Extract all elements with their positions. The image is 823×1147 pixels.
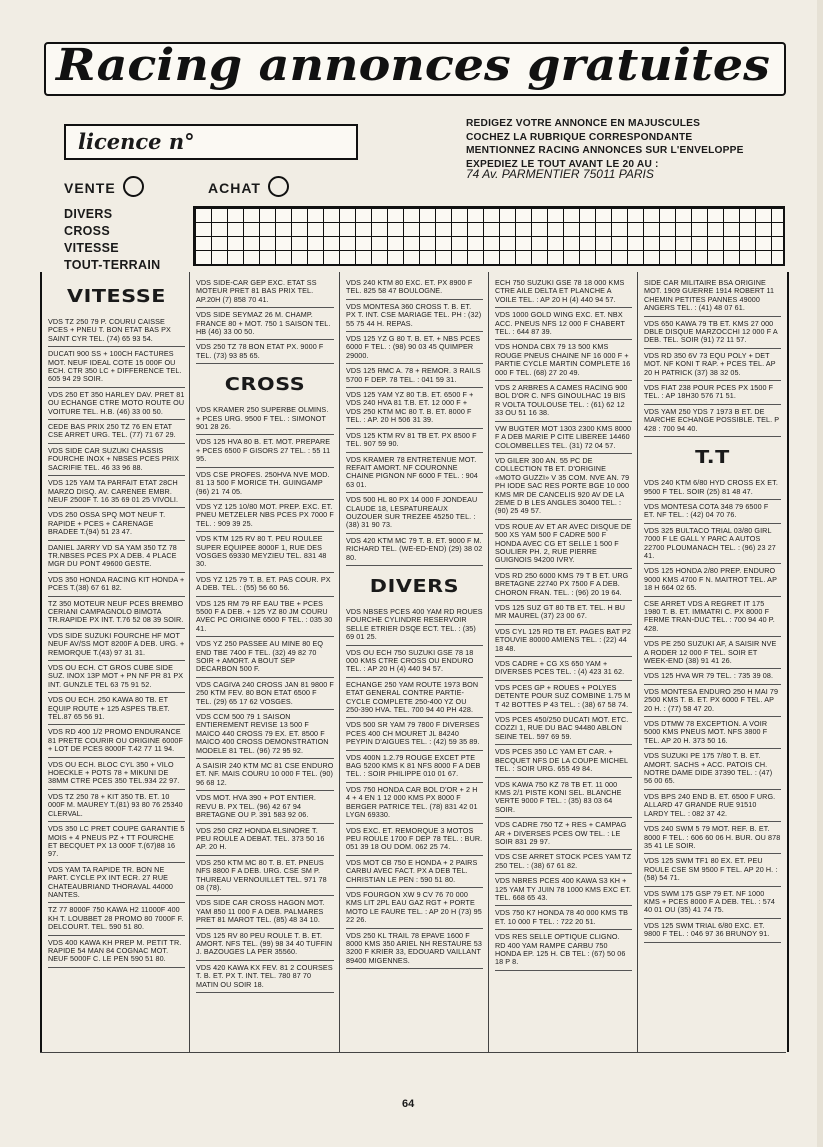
classified-ad: VDS YAM 250 YDS 7 1973 B ET. DE MARCHE ECHANGE POSSIBLE. TEL. P 428 : 700 94 40. bbox=[644, 405, 781, 437]
classified-ad: VDS PCES 350 LC YAM ET CAR. + BECQUET NFS DE LA COUPE MICHEL TEL. : SOIR URG. 655 49 84. bbox=[495, 745, 632, 777]
classified-ad: VDS 400 KAWA KH PREP M. PETIT TR. RAPIDE 54 MAN 84 COGNAC MOT. NEUF 5000F C. LE PEN 590 51 80. bbox=[48, 936, 185, 968]
classified-ad: VDS MONTESA COTA 348 79 6500 F ET. NF TEL. : (42) 04 70 76. bbox=[644, 500, 781, 524]
section-heading: DIVERS bbox=[369, 575, 460, 597]
classified-ad: VDS EXC. ET. REMORQUE 3 MOTOS PEU ROULE 1700 F DEP 78 TEL. : BUR. 051 39 18 OU DOM. 062 25 74. bbox=[346, 824, 483, 856]
classified-ad: CSE ARRET VDS A REGRET IT 175 1980 T. B. ET. IMMATRI C. PX 8000 F FERME TRAN-DUC TEL. : 700 94 40 P. 428. bbox=[644, 597, 781, 638]
classified-ad: VDS 420 KAWA KX FEV. 81 2 COURSES T. B. ET. PX T. INT. TEL. 780 87 70 MATIN OU SOIR 18. bbox=[196, 961, 334, 993]
classified-ad: DUCATI 900 SS + 100CH FACTURES MOT. NEUF IDEAL COTE 15 000F OU ECH. CTR 350 LC + DIFFERENCE TEL. 605 94 29 SOIR. bbox=[48, 347, 185, 388]
classified-ad: VDS 125 SUZ GT 80 TB ET. TEL. H BU MR MAUREL (37) 23 00 67. bbox=[495, 601, 632, 625]
classified-ad: VDS NBSES PCES 400 YAM RD ROUES FOURCHE CYLINDRE RESERVOIR SELLE ETRIER DSQE ECT. TEL. : (35) 69 01 25. bbox=[346, 605, 483, 646]
classified-ad: VDS CSE PROFES. 250HVA NVE MOD. 81 13 500 F MORICE TH. GUINGAMP (96) 21 74 05. bbox=[196, 468, 334, 500]
classified-ad: VDS BPS 240 END B. ET. 6500 F URG. ALLARD 47 GRANDE RUE 91510 LARDY TEL. : 082 37 42. bbox=[644, 790, 781, 822]
classified-ad: TZ 77 8000F 750 KAWA H2 11000F 400 KH T. LOUBBET 28 PROMO 80 7000F F. DELCOURT. TEL. 590 51 80. bbox=[48, 903, 185, 935]
classified-ad: VDS 125 HVA 80 B. ET. MOT. PREPARE + PCES 6500 F GISORS 27 TEL. : 55 11 95. bbox=[196, 435, 334, 467]
classified-ad: VDS RD 250 6000 KMS 79 T B ET. URG BRETAGNE 22740 PX 7500 F A DEB. CHORON FRAN. TEL. : (96) 20 19 64. bbox=[495, 569, 632, 601]
ads-columns bbox=[40, 272, 786, 1052]
classified-ad: VDS 250 CRZ HONDA ELSINORE T. PEU ROULE A DEBAT. TEL. 373 50 16 AP. 20 H. bbox=[196, 824, 334, 856]
classified-ad: VDS 240 KTM 80 EXC. ET. PX 8900 F TEL. 825 58 47 BOULOGNE. bbox=[346, 276, 483, 300]
classified-ad: VDS NBRES PCES 400 KAWA S3 KH + 125 YAM TY JUIN 78 1000 KMS EXC ET. TEL. 668 65 43. bbox=[495, 874, 632, 906]
classified-ad: VDS 250 ET 350 HARLEY DAV. PRET 81 OU ECHANGE CTRE MOTO ROUTE OU VOITURE TEL. H.B. (46) 33 00 50. bbox=[48, 388, 185, 420]
classified-ad: VDS FOURGON XW 9 CV 76 70 000 KMS LIT 2PL EAU GAZ RGT + PORTE MOTO LE FAURE TEL. : AP 20 H (73) 95 22 26. bbox=[346, 888, 483, 929]
instruction-line: MENTIONNEZ RACING ANNONCES SUR L'ENVELOPPE bbox=[466, 145, 744, 156]
classified-ad: VDS 2 ARBRES A CAMES RACING 900 BOL D'OR C. NFS GINOULHAC 19 BIS R VOLTA TOULOUSE TEL. : (61) 62 12 33 OU 51 16 38. bbox=[495, 381, 632, 422]
classified-ad: VDS 250 TZ 78 BON ETAT PX. 9000 F TEL. (73) 93 85 65. bbox=[196, 340, 334, 364]
classified-ad: VDS PCES GP + ROUES + POLYES DETENTE POUR SUZ COMBINE 1.75 M T 42 BOTTES P 43 TEL. : (38) 67 58 74. bbox=[495, 681, 632, 713]
classified-ad: VDS 325 BULTACO TRIAL 03/80 GIRL 7000 F LE GALL Y PARC A AUTOS 22700 PLOUMANACH TEL. : (96) 23 27 41. bbox=[644, 524, 781, 565]
classified-ad: VDS TZ 250 79 P. COURU CAISSE PCES + PNEU T. BON ETAT BAS PX SAINT CYR TEL. (74) 65 93 54. bbox=[48, 315, 185, 347]
classified-ad: VDS 125 RV 80 PEU ROULE T. B. ET. AMORT. NFS TEL. (99) 98 34 40 TUFFIN J. BAZOUGES LA PER 35560. bbox=[196, 929, 334, 961]
ads-column-1 bbox=[40, 272, 191, 1052]
mailing-address: 74 Av. PARMENTIER 75011 PARIS bbox=[466, 167, 654, 181]
instructions bbox=[466, 117, 786, 171]
classified-ad: VDS 250 OSSA SPQ MOT NEUF T. RAPIDE + PCES + CARENAGE BRADEE T.(94) 51 23 47. bbox=[48, 508, 185, 540]
ads-column-3 bbox=[339, 272, 489, 1052]
classified-ad: VDS RES SELLE OPTIQUE CLIGNO. RD 400 YAM RAMPE CARBU 750 HONDA EP. 125 H. CB TEL : (67) 50 06 18 P 8. bbox=[495, 930, 632, 971]
achat-option[interactable] bbox=[208, 176, 289, 197]
classified-ad: VDS 125 YAM TA PARFAIT ETAT 28CH MARZO DISQ. AV. CARENEE EMBR. NEUF 2500F T. 16 35 69 01 25 VIVOLI. bbox=[48, 476, 185, 508]
instruction-line: REDIGEZ VOTRE ANNONCE EN MAJUSCULES bbox=[466, 118, 701, 129]
classified-ad: VDS 500 HL 80 PX 14 000 F JONDEAU CLAUDE 18, LESPATUREAUX OUZOUER SUR TREZEE 45250 TEL. : (38) 31 90 73. bbox=[346, 493, 483, 534]
classified-ad: VDS YZ 125 10/80 MOT. PREP. EXC. ET. PNEU METZELER NBS PCES PX 7000 F TEL. : 909 39 25. bbox=[196, 500, 334, 532]
classified-ad: TZ 350 MOTEUR NEUF PCES BREMBO CERIANI CAMPAGNOLO BIMOTA TR.RAPIDE PX INT. T.76 52 08 39 SOIR. bbox=[48, 597, 185, 629]
classified-ad: VDS OU ECH. CT GROS CUBE SIDE SUZ. INOX 13P MOT + PN NF PR 81 PX INT. GUNZLE TEL 63 75 91 52. bbox=[48, 661, 185, 693]
page-edge bbox=[817, 0, 823, 1147]
page-number: 64 bbox=[402, 1098, 415, 1110]
ads-column-4 bbox=[488, 272, 638, 1052]
title-banner bbox=[44, 42, 786, 96]
classified-ad: VDS MONTESA ENDURO 250 H MAI 79 2500 KMS T. B. ET. PX 6000 F TEL. AP 20 H. : (77) 58 47 20. bbox=[644, 685, 781, 717]
divider bbox=[40, 1052, 786, 1053]
classified-ad: VD GILER 300 AN. 55 PC DE COLLECTION TB ET. D'ORIGINE «MOTO GUZZI» V 35 COM. NVE AN. 79 PH IODE SAC RES PORTE BGE 10 000 KMS MR DE CANCELIS 920 AV DE LA 2EME D B LES ANGLES 30400 TEL. : (90) 25 49 57. bbox=[495, 454, 632, 520]
category-list bbox=[64, 206, 160, 274]
category-vitesse[interactable]: VITESSE bbox=[64, 241, 119, 255]
classified-ad: A SAISIR 240 KTM MC 81 CSE ENDURO ET. NF. MAIS COURU 10 000 F TEL. (90) 96 68 12. bbox=[196, 759, 334, 791]
classified-ad: VDS YZ 125 79 T. B. ET. PAS COUR. PX A DEB. TEL. : (55) 56 60 56. bbox=[196, 573, 334, 597]
classified-ad: VDS SIDE SEYMAZ 26 M. CHAMP. FRANCE 80 + MOT. 750 1 SAISON TEL. HB (46) 33 00 50. bbox=[196, 308, 334, 340]
classified-ad: VDS KRAMER 78 ENTRETENUE MOT. REFAIT AMORT. NF COURONNE CHAINE PIGNON NF 6000 F TEL. : 904 63 01. bbox=[346, 453, 483, 494]
classified-ad: CEDE BAS PRIX 250 TZ 76 EN ETAT CSE ARRET URG. TEL. (77) 71 67 29. bbox=[48, 420, 185, 444]
category-tout-terrain[interactable]: TOUT-TERRAIN bbox=[64, 258, 161, 272]
classified-ad: VDS 125 HONDA 2/80 PREP. ENDURO 9000 KMS 4700 F N. MAITROT TEL. AP 18 H 664 02 65. bbox=[644, 564, 781, 596]
classified-ad: VDS YZ 250 PASSEE AU MINE 80 EQ END TBE 7400 F TEL. (32) 49 82 70 SOIR + AMORT. A BOUT SEP DECARBON 500 F. bbox=[196, 637, 334, 678]
classified-ad: VDS HONDA CBX 79 13 500 KMS ROUGE PNEUS CHAINE NF 16 000 F + PARTIE CYCLE MARTIN COMPLETE 16 000 F TEL. (68) 27 20 49. bbox=[495, 340, 632, 381]
ad-text-grid[interactable] bbox=[193, 206, 785, 266]
classified-ad: VDS 250 KTM MC 80 T. B. ET. PNEUS NFS 8800 F A DEB. URG. CSE SM P. THUREAU VERNOUILLET TEL. 971 78 08 (78). bbox=[196, 856, 334, 897]
classified-ad: VDS SIDE CAR CROSS HAGON MOT. YAM 850 11 000 F A DEB. PALMARES PRET 81 MAROT TEL. (85) 48 34 10. bbox=[196, 896, 334, 928]
classified-ad: VDS 750 HONDA CAR BOL D'OR + 2 H 4 + 4 EN 1 12 000 KMS PX 8000 F BERGER PATRICE TEL. (78) 831 42 01 LYGN 69330. bbox=[346, 783, 483, 824]
achat-label: ACHAT bbox=[208, 180, 261, 196]
classified-ad: VDS 1000 GOLD WING EXC. ET. NBX ACC. PNEUS NFS 12 000 F CHABERT TEL. : 644 87 39. bbox=[495, 308, 632, 340]
category-cross[interactable]: CROSS bbox=[64, 224, 110, 238]
classified-ad: ECH 750 SUZUKI GSE 78 18 000 KMS CTRE AILE DELTA ET PLANCHE A VOILE TEL. : AP 20 H (4) 440 94 57. bbox=[495, 276, 632, 308]
classified-ad: VDS RD 350 6V 73 EQU POLY + DET MOT. NF KONI T RAP. + PCES TEL. AP 20 H PATRICK (37) 38 32 05. bbox=[644, 349, 781, 381]
classified-ad: VDS DTMW 78 EXCEPTION. A VOIR 5000 KMS PNEUS MOT. NFS 3800 F TEL. AP 20 H. 373 50 16. bbox=[644, 717, 781, 749]
classified-ad: ECHANGE 250 YAM ROUTE 1973 BON ETAT GENERAL CONTRE PARTIE-CYCLE COMPLETE 250-400 YZ OU 250-390 HVA. TEL. 700 94 40 PH 428. bbox=[346, 678, 483, 719]
licence-label: licence n° bbox=[78, 129, 195, 154]
classified-ad: VDS CSE ARRET STOCK PCES YAM TZ 250 TEL. : (38) 67 61 82. bbox=[495, 850, 632, 874]
classified-ad: VDS OU ECH. BLOC CYL 350 + VILO HOECKLE + POTS 78 + MIKUNI DE 38MM CTRE PCES 350 TEL.934 22 97. bbox=[48, 758, 185, 790]
classified-ad: VDS ROUE AV ET AR AVEC DISQUE DE 500 XS YAM 500 F CADRE 500 F HONDA AVEC CG ET SELLE 1 500 F SOULIER PH. 2, RUE PIERRE GUIGNOIS 94200 IVRY. bbox=[495, 520, 632, 569]
instruction-line: COCHEZ LA RUBRIQUE CORRESPONDANTE bbox=[466, 131, 693, 143]
classified-ad: VW BUGTER MOT 1303 2300 KMS 8000 F A DEB MARIE P CITE LIBEREE 14460 COLOMBELLES TEL. (31) 72 04 57. bbox=[495, 422, 632, 454]
classified-ad: VDS 125 YZ G 80 T. B. ET. + NBS PCES 6000 F TEL. : (98) 90 03 45 QUIMPER 29000. bbox=[346, 332, 483, 364]
classified-ad: VDS CADRE 750 TZ + RES + CAMPAG AR + DIVERSES PCES OW TEL. : LE SOIR 831 29 97. bbox=[495, 818, 632, 850]
classified-ad: VDS 125 SWM TRIAL 6/80 EXC. ET. 9800 F TEL. : 046 97 36 BRUNOY 91. bbox=[644, 919, 781, 943]
classified-ad: VDS 125 RM 79 RF EAU TBE + PCES 5500 F A DEB. + 125 YZ 80 JM COURU AVEC PC ORIGINE 6500 F TEL. : 035 30 41. bbox=[196, 597, 334, 638]
ads-column-5 bbox=[637, 272, 789, 1052]
classified-ad: VDS RD 400 1/2 PROMO ENDURANCE 81 PRETE COURIR OU ORIGINE 6000F + LOT DE PCES 8000F T.42 77 11 94. bbox=[48, 725, 185, 757]
classified-ad: VDS CCM 500 79 1 SAISON ENTIEREMENT REVISE 13 500 F MAICO 440 CROSS 79 EX. ET. 8500 F MAICO 400 CROSS DEMONSTRATION MODELE 81 TEL. (96) 72 95 92. bbox=[196, 710, 334, 759]
classified-ad: VDS SIDE SUZUKI FOURCHE HF MOT NEUF AV/SS MOT 8200F A DEB. URG. + REMORQUE T.(43) 97 31 31. bbox=[48, 629, 185, 661]
classified-ad: VDS SUZUKI PE 175 7/80 T. B. ET. AMORT. SACHS + ACC. PATOIS CH. NOTRE DAME DIDE 37390 TEL. : (47) 56 00 65. bbox=[644, 749, 781, 790]
classified-ad: VDS CADRE + CG XS 650 YAM + DIVERSES PCES TEL. : (4) 423 31 62. bbox=[495, 657, 632, 681]
classified-ad: VDS MOT. HVA 390 + POT ENTIER. REVU B. PX TEL. (96) 42 67 94 BRETAGNE OU P. 391 583 92 06. bbox=[196, 791, 334, 823]
classified-ad: VDS MOT CB 750 E HONDA + 2 PAIRS CARBU AVEC FACT. PX A DEB TEL. CHRISTIAN LE PEN : 590 51 80. bbox=[346, 856, 483, 888]
classified-ad: VDS CYL 125 RD TB ET. PAGES BAT P2 ETOUVIE 80000 AMIENS TEL. : (22) 44 18 48. bbox=[495, 625, 632, 657]
classified-ad: VDS 125 KTM RV 81 TB ET. PX 8500 F TEL. 907 59 90. bbox=[346, 429, 483, 453]
classified-ad: VDS KRAMER 250 SUPERBE OLMINS. + PCES URG. 9500 F TEL. : SIMONOT 901 28 26. bbox=[196, 403, 334, 435]
vente-label: VENTE bbox=[64, 180, 116, 196]
classified-ad: VDS SIDE-CAR GEP EXC. ETAT SS MOTEUR PRET 81 BAS PRIX TEL. AP.20H (7) 858 70 41. bbox=[196, 276, 334, 308]
classified-ad: VDS CAGIVA 240 CROSS JAN 81 9800 F 250 KTM FEV. 80 BON ETAT 6500 F TEL. (29) 65 17 62 VOSGES. bbox=[196, 678, 334, 710]
classified-ad: VDS 125 HVA WR 79 TEL. : 735 39 08. bbox=[644, 669, 781, 684]
classified-ad: VDS 350 HONDA RACING KIT HONDA + PCES T.(38) 67 61 82. bbox=[48, 573, 185, 597]
classified-ad: VDS 400N 1.2.79 ROUGE EXCET PTE BAG 5200 KMS K 81 NFS 8000 F A DEB TEL. : SOIR PHILIPPE 010 01 67. bbox=[346, 751, 483, 783]
section-heading: T.T bbox=[695, 447, 730, 469]
classified-ad: VDS 500 SR YAM 79 7800 F DIVERSES PCES 400 CH MOURET JL 84240 PEYPIN D'AIGUES TEL. : (42) 59 35 89. bbox=[346, 718, 483, 750]
classified-ad: VDS 125 RMC A. 78 + REMOR. 3 RAILS 5700 F DEP. 78 TEL. : 041 59 31. bbox=[346, 364, 483, 388]
classified-ad: VDS 420 KTM MC 79 T. B. ET. 9000 F M. RICHARD TEL. (WE-ED-END) (29) 38 02 80. bbox=[346, 534, 483, 566]
classified-ad: VDS 240 SWM 5 79 MOT. REF. B. ET. 8000 F TEL. : 606 60 06 H. BUR. OU 878 35 41 LE SOIR. bbox=[644, 822, 781, 854]
vente-option[interactable] bbox=[64, 176, 144, 197]
classified-ad: SIDE CAR MILITAIRE BSA ORIGINE MOT. 1909 GUERRE 1914 ROBERT 11 CHEMIN PETITES PANNES 49000 ANGERS TEL. : (41) 48 07 61. bbox=[644, 276, 781, 317]
classified-ad: VDS SWM 175 GSP 79 ET. NF 1000 KMS + PCES 8000 F A DEB. TEL. : 574 40 01 OU (35) 41 74 75. bbox=[644, 887, 781, 919]
classified-ad: VDS SIDE CAR SUZUKI CHASSIS FOURCHE INOX + NBSES PCES PRIX SACRIFIE TEL. 46 33 96 88. bbox=[48, 444, 185, 476]
classified-ad: VDS TZ 250 78 + KIT 350 TB. ET. 10 000F M. MAUREY T.(81) 93 80 76 25340 CLERVAL. bbox=[48, 790, 185, 822]
classified-ad: VDS YAM TA RAPIDE TR. BON NE PART. CYCLE PX INT ECR. 27 RUE CHATEAUBRIAND THORAVAL 44000 NANTES. bbox=[48, 863, 185, 904]
classified-ad: VDS PE 250 SUZUKI AF, A SAISIR NVE A RODER 12 000 F TEL. SOIR ET WEEK-END (38) 91 41 26. bbox=[644, 637, 781, 669]
classified-ad: VDS FIAT 238 POUR PCES PX 1500 F TEL. : AP 18H30 576 71 51. bbox=[644, 381, 781, 405]
classified-ad: VDS OU ECH 750 SUZUKI GSE 78 18 000 KMS CTRE CROSS OU ENDURO TEL. : AP 20 H (4) 440 94 57. bbox=[346, 646, 483, 678]
section-heading: VITESSE bbox=[66, 286, 167, 307]
category-divers[interactable]: DIVERS bbox=[64, 207, 113, 221]
instruction-line: EXPEDIEZ LE TOUT AVANT LE 20 AU : bbox=[466, 158, 659, 170]
classified-ad: VDS 125 SWM TF1 80 EX. ET. PEU ROULE CSE SM 9500 F TEL. AP 20 H. : (58) 54 71. bbox=[644, 854, 781, 886]
classified-ad: DANIEL JARRY VD SA YAM 350 TZ 78 TR.NBSES PCES PX A DEB. 4 PLACE MGR DU PONT 49600 GESTE. bbox=[48, 541, 185, 573]
classified-ad: VDS MONTESA 360 CROSS T. B. ET. PX T. INT. CSE MARIAGE TEL. PH : (32) 55 75 44 H. REPAS. bbox=[346, 300, 483, 332]
ads-column-2 bbox=[189, 272, 340, 1052]
classified-ad: VDS OU ECH. 250 KAWA 80 TB. ET EQUIP ROUTE + 125 ASPES TB.ET. TEL.87 65 56 91. bbox=[48, 693, 185, 725]
classified-ad: VDS 125 YAM YZ 80 T.B. ET. 6500 F + VDS 240 HVA 81 T.B. ET. 12 000 F + VDS 250 KTM MC 80 T. B. ET. 8000 F TEL. : AP. 20 H 506 31 39. bbox=[346, 388, 483, 429]
classified-ad: VDS KTM 125 RV 80 T. PEU ROULEE SUPER EQUIPEE 8000F 1, RUE DES VOSGES 69330 MEYZIEU TEL. 831 48 30. bbox=[196, 532, 334, 573]
classified-ad: VDS KAWA 750 KZ 78 TB ET. 11 000 KMS 2/1 PISTE KONI SEL. BLANCHE VERTE 9000 F TEL. : (35) 83 03 64 SOIR. bbox=[495, 778, 632, 819]
classified-ad: VDS 250 KL TRAIL 78 EPAVE 1600 F 8000 KMS 350 ARIEL NH RESTAURE 53 3200 F KRIER 33, EDOUARD VAILLANT 89400 MIGENNES. bbox=[346, 929, 483, 970]
achat-checkbox[interactable] bbox=[268, 176, 289, 197]
licence-field[interactable] bbox=[64, 124, 358, 160]
classified-ad: VDS 350 LC PRET COUPE GARANTIE 5 MOIS + 4 PNEUS PZ + TT FOURCHE ET BECQUET PX 13 000F T.(67)88 16 97. bbox=[48, 822, 185, 863]
classified-ad: VDS 240 KTM 6/80 HYD CROSS EX ET. 9500 F TEL. SOIR (25) 81 48 47. bbox=[644, 476, 781, 500]
classified-ad: VDS 750 K7 HONDA 78 40 000 KMS TB ET. 10 000 F TEL. : 722 20 51. bbox=[495, 906, 632, 930]
classified-ad: VDS 650 KAWA 79 TB ET. KMS 27 000 DBLE DISQUE MARZOCCHI 12 000 F A DEB. TEL. SOIR (91) 72 11 57. bbox=[644, 317, 781, 349]
classified-ad: VDS PCES 450/250 DUCATI MOT. ETC. COZZI 1, RUE DU BAC 94480 ABLON SEINE TEL. 597 69 59. bbox=[495, 713, 632, 745]
vente-checkbox[interactable] bbox=[123, 176, 144, 197]
section-heading: CROSS bbox=[224, 374, 306, 396]
page-title: Racing annonces gratuites bbox=[56, 42, 770, 91]
